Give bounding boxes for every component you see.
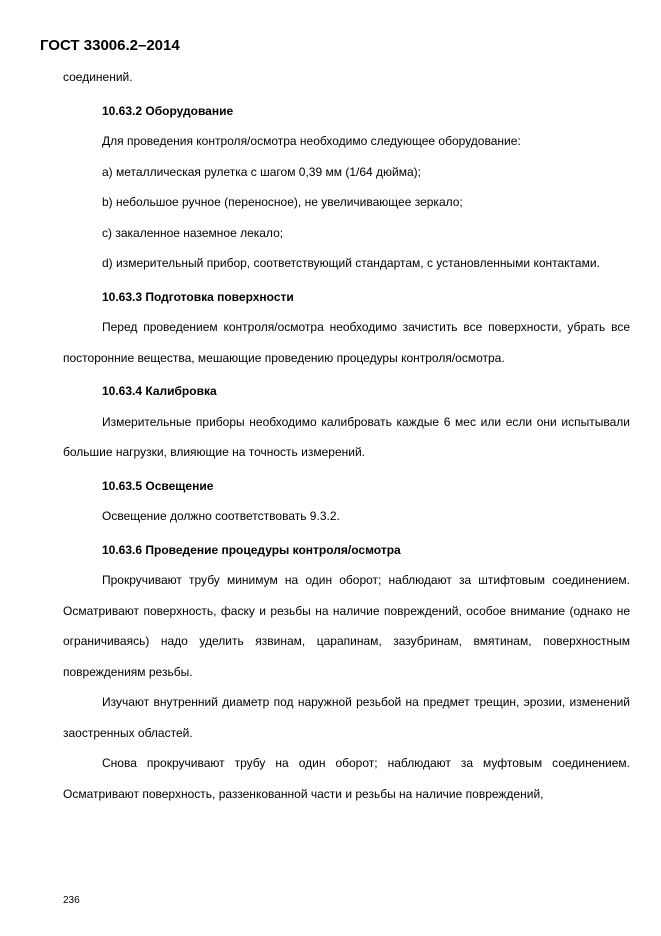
body-paragraph: Освещение должно соответствовать 9.3.2. [102, 509, 340, 523]
list-item: b) небольшое ручное (переносное), не увеличивающее зеркало; [102, 195, 463, 209]
body-paragraph: Для проведения контроля/осмотра необходимо следующее оборудование: [102, 134, 521, 148]
body-paragraph: Прокручивают трубу минимум на один оборот; наблюдают за штифтовым соединением. Осматривают поверхность, фаску и резьбы на наличие повреждений, особое внимание (однако не ограничиваясь) надо уделить язвинам, царапинам, зазубринам, вмятинам, поверхностным повреждениям резьбы. [63, 573, 630, 679]
list-item: a) металлическая рулетка с шагом 0,39 мм (1/64 дюйма); [102, 164, 421, 179]
section-heading-equipment: 10.63.2 Оборудование [102, 103, 234, 118]
section-heading-inspection-procedure: 10.63.6 Проведение процедуры контроля/осмотра [102, 542, 401, 557]
body-paragraph: Измерительные приборы необходимо калибровать каждые 6 мес или если они испытывали большие нагрузки, влияющие на точность измерений. [63, 414, 630, 459]
list-item: d) измерительный прибор, соответствующий стандартам, с установленными контактами. [102, 256, 600, 270]
list-item: c) закаленное наземное лекало; [102, 225, 284, 240]
body-paragraph: соединений. [63, 70, 133, 84]
section-heading-calibration: 10.63.4 Калибровка [102, 384, 217, 398]
section-heading-lighting: 10.63.5 Освещение [102, 478, 214, 493]
standard-header: ГОСТ 33006.2–2014 [40, 37, 180, 54]
document-body [63, 62, 630, 809]
body-paragraph: Снова прокручивают трубу на один оборот; наблюдают за муфтовым соединением. Осматривают поверхность, раззенкованной части и резьбы на наличие повреждений, [63, 756, 630, 801]
body-paragraph: Изучают внутренний диаметр под наружной резьбой на предмет трещин, эрозии, изменений заостренных областей. [63, 695, 630, 740]
page-number: 236 [63, 895, 80, 906]
section-heading-surface-preparation: 10.63.3 Подготовка поверхности [102, 289, 294, 304]
body-paragraph: Перед проведением контроля/осмотра необходимо зачистить все поверхности, убрать все посторонние вещества, мешающие проведению процедуры контроля/осмотра. [63, 320, 630, 365]
